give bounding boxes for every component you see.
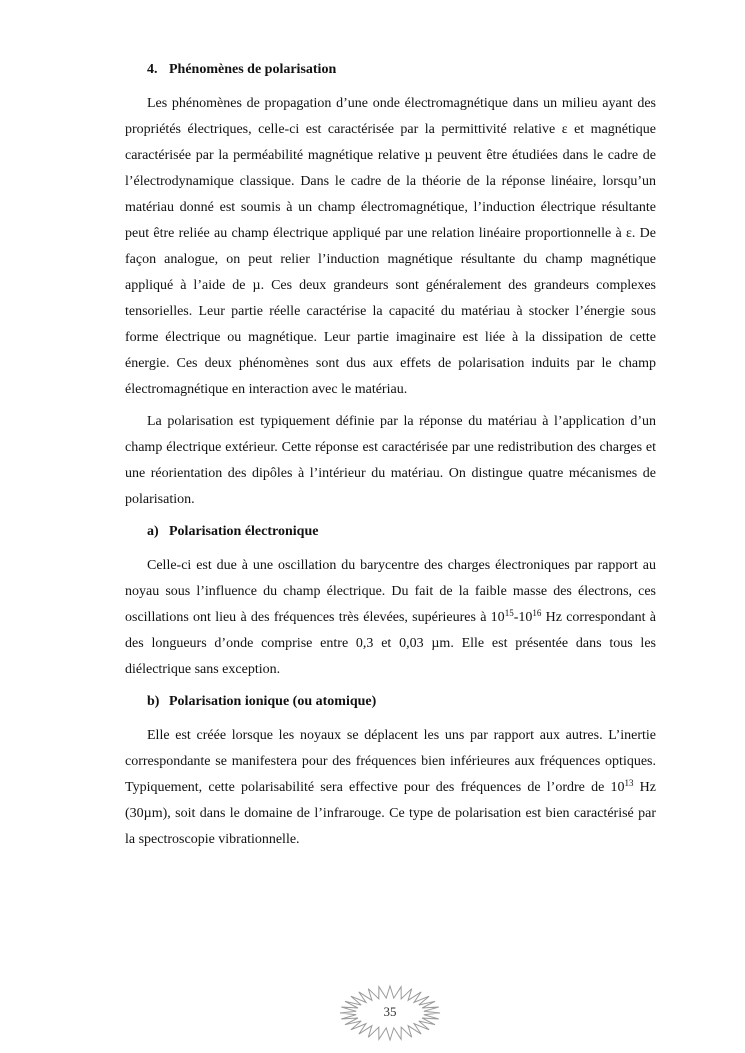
electronic-text-start: Celle-ci est due à une oscillation du barycentre des charges électroniques par rapport au noyau sous l’influence du champ électrique. Du fait de la faible masse des électrons, ces oscillations ont lieu à des fréquences très élevées, supérieures à 10 <box>125 558 656 625</box>
paragraph-electronic-polarisation <box>125 553 656 683</box>
subsection-b-title: Polarisation ionique (ou atomique) <box>169 694 377 709</box>
page-number-badge <box>338 984 442 1042</box>
ionic-exponent: 13 <box>624 778 634 788</box>
page-body <box>125 57 656 853</box>
paragraph-polarisation-definition: La polarisation est typiquement définie par la réponse du matériau à l’application d’un champ électrique extérieur. Cette réponse est caractérisée par une redistribution des charges et une réorientation des dipôles à l’intérieur du matériau. On distingue quatre mécanismes de polarisation. <box>125 414 656 507</box>
subsection-a-label: a) <box>147 524 159 539</box>
paragraph-propagation: Les phénomènes de propagation d’une onde électromagnétique dans un milieu ayant des propriétés électriques, celle-ci est caractérisée par la permittivité relative ε et magnétique caractérisée par la perméabilité magnétique relative µ peuvent être étudiées dans le cadre de l’électrodynamique classique. Dans le cadre de la théorie de la réponse linéaire, lorsqu’un matériau donné est soumis à un champ électromagnétique, l’induction électrique résultante peut être reliée au champ électrique appliqué par une relation linéaire proportionnelle à ε. De façon analogue, on peut relier l’induction magnétique résultante du champ magnétique appliqué à l’aide de µ. Ces deux grandeurs sont généralement des grandeurs complexes tensorielles. Leur partie réelle caractérise la capacité du matériau à stocker l’énergie sous forme électrique ou magnétique. Leur partie imaginaire est liée à la dissipation de cette énergie. Ces deux phénomènes sont dus aux effets de polarisation induits par le champ électromagnétique en interaction avec le matériau. <box>125 96 656 397</box>
electronic-exponent-1: 15 <box>504 608 514 618</box>
subsection-b-label: b) <box>147 694 160 709</box>
ionic-text-start: Elle est créée lorsque les noyaux se déplacent les uns par rapport aux autres. L’inertie correspondante se manifestera pour des fréquences bien inférieures aux fréquences optiques. Typiquement, cette polarisabilité sera effective pour des fréquences de l’ordre de 10 <box>125 728 656 795</box>
electronic-exponent-2: 16 <box>532 608 542 618</box>
electronic-text-end: Hz correspondant à des longueurs d’onde comprise entre 0,3 et 0,03 µm. Elle est présentée dans tous les diélectrique sans exception. <box>125 610 656 677</box>
subsection-a-heading <box>125 519 656 545</box>
subsection-a-title: Polarisation électronique <box>169 524 319 539</box>
section-number: 4. <box>147 62 158 77</box>
section-heading <box>125 57 656 83</box>
electronic-text-mid: -10 <box>513 610 533 625</box>
section-title: Phénomènes de polarisation <box>169 62 337 77</box>
ionic-text-end: Hz (30µm), soit dans le domaine de l’infrarouge. Ce type de polarisation est bien caractérisé par la spectroscopie vibrationnelle. <box>125 780 656 847</box>
subsection-b-heading <box>125 689 656 715</box>
paragraph-ionic-polarisation <box>125 723 656 853</box>
page-number: 35 <box>383 1004 397 1019</box>
